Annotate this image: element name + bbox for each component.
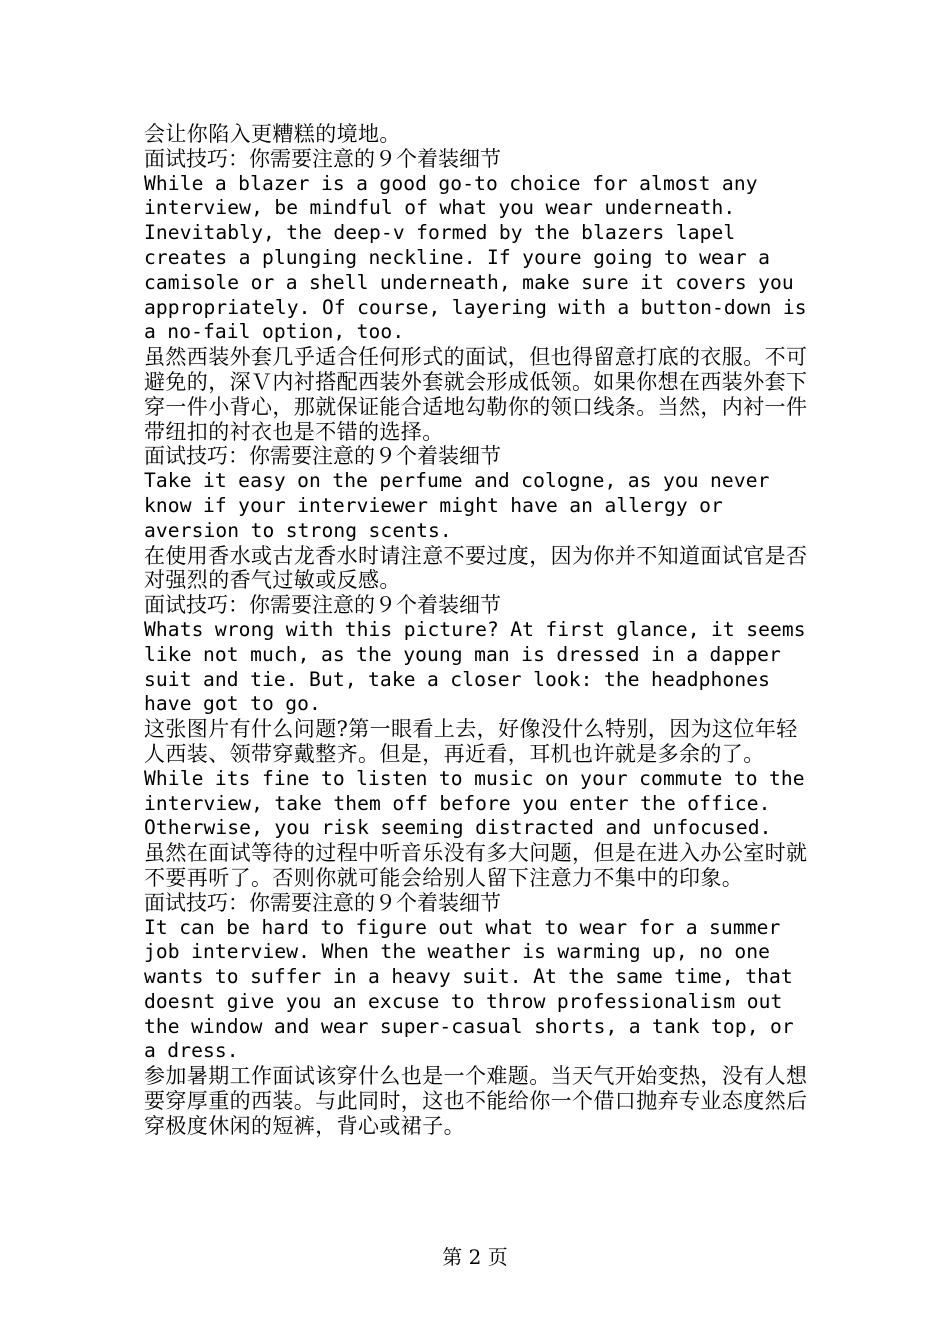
paragraph-zh: 参加暑期工作面试该穿什么也是一个难题。当天气开始变热，没有人想要穿厚重的西装。与此同时，这也不能给你一个借口抛弃专业态度然后穿极度休闲的短裤，背心或裙子。 xyxy=(144,1064,808,1138)
section-heading: 面试技巧：你需要注意的９个着装细节 xyxy=(144,146,501,171)
paragraph-en: Whats wrong with this picture? At first glance, it seems like not much, as the young man is dressed in a dapper suit and tie. But, take a closer look: the headphones have got to go. xyxy=(144,617,806,716)
paragraph-zh: 在使用香水或古龙香水时请注意不要过度，因为你并不知道面试官是否对强烈的香气过敏或反感。 xyxy=(144,543,808,593)
section-heading: 面试技巧：你需要注意的９个着装细节 xyxy=(144,593,501,618)
paragraph-zh: 虽然西装外套几乎适合任何形式的面试，但也得留意打底的衣服。不可避免的，深Ｖ内衬搭配西装外套就会形成低领。如果你想在西装外套下穿一件小背心，那就保证能合适地勾勒你的领口线条。当然，内衬一件带纽扣的衬衣也是不错的选择。 xyxy=(144,345,808,444)
section-heading: 面试技巧：你需要注意的９个着装细节 xyxy=(144,444,501,469)
paragraph-en: While a blazer is a good go-to choice for almost any interview, be mindful of what you wear underneath. Inevitably, the deep-v formed by the blazers lapel creates a plunging neckline. If youre going to wear a camisole or a shell underneath, make sure it covers you appropriately. Of course, layering with a button-down is a no-fail option, too. xyxy=(144,171,807,344)
paragraph-zh: 这张图片有什么问题?第一眼看上去，好像没什么特别，因为这位年轻人西装、领带穿戴整齐。但是，再近看，耳机也许就是多余的了。 xyxy=(144,717,798,766)
section-heading: 面试技巧：你需要注意的９个着装细节 xyxy=(144,890,501,915)
paragraph-zh: 会让你陷入更糟糕的境地。 xyxy=(144,122,401,146)
document-body xyxy=(144,122,809,1139)
page-number: 第 2 页 xyxy=(442,1245,508,1269)
paragraph-en: While its fine to listen to music on your commute to the interview, take them off before you enter the office. Otherwise, you risk seeming distracted and unfocused. xyxy=(144,766,805,840)
paragraph-en: It can be hard to figure out what to wear for a summer job interview. When the weather is warming up, no one wants to suffer in a heavy suit. At the same time, that doesnt give you an excuse to throw professionalism out the window and wear super-casual shorts, a tank top, or a dress. xyxy=(144,915,794,1063)
paragraph-en: Take it easy on the perfume and cologne, as you never know if your interviewer might have an allergy or aversion to strong scents. xyxy=(144,469,770,542)
paragraph-zh: 虽然在面试等待的过程中听音乐没有多大问题，但是在进入办公室时就不要再听了。否则你就可能会给别人留下注意力不集中的印象。 xyxy=(144,841,808,890)
